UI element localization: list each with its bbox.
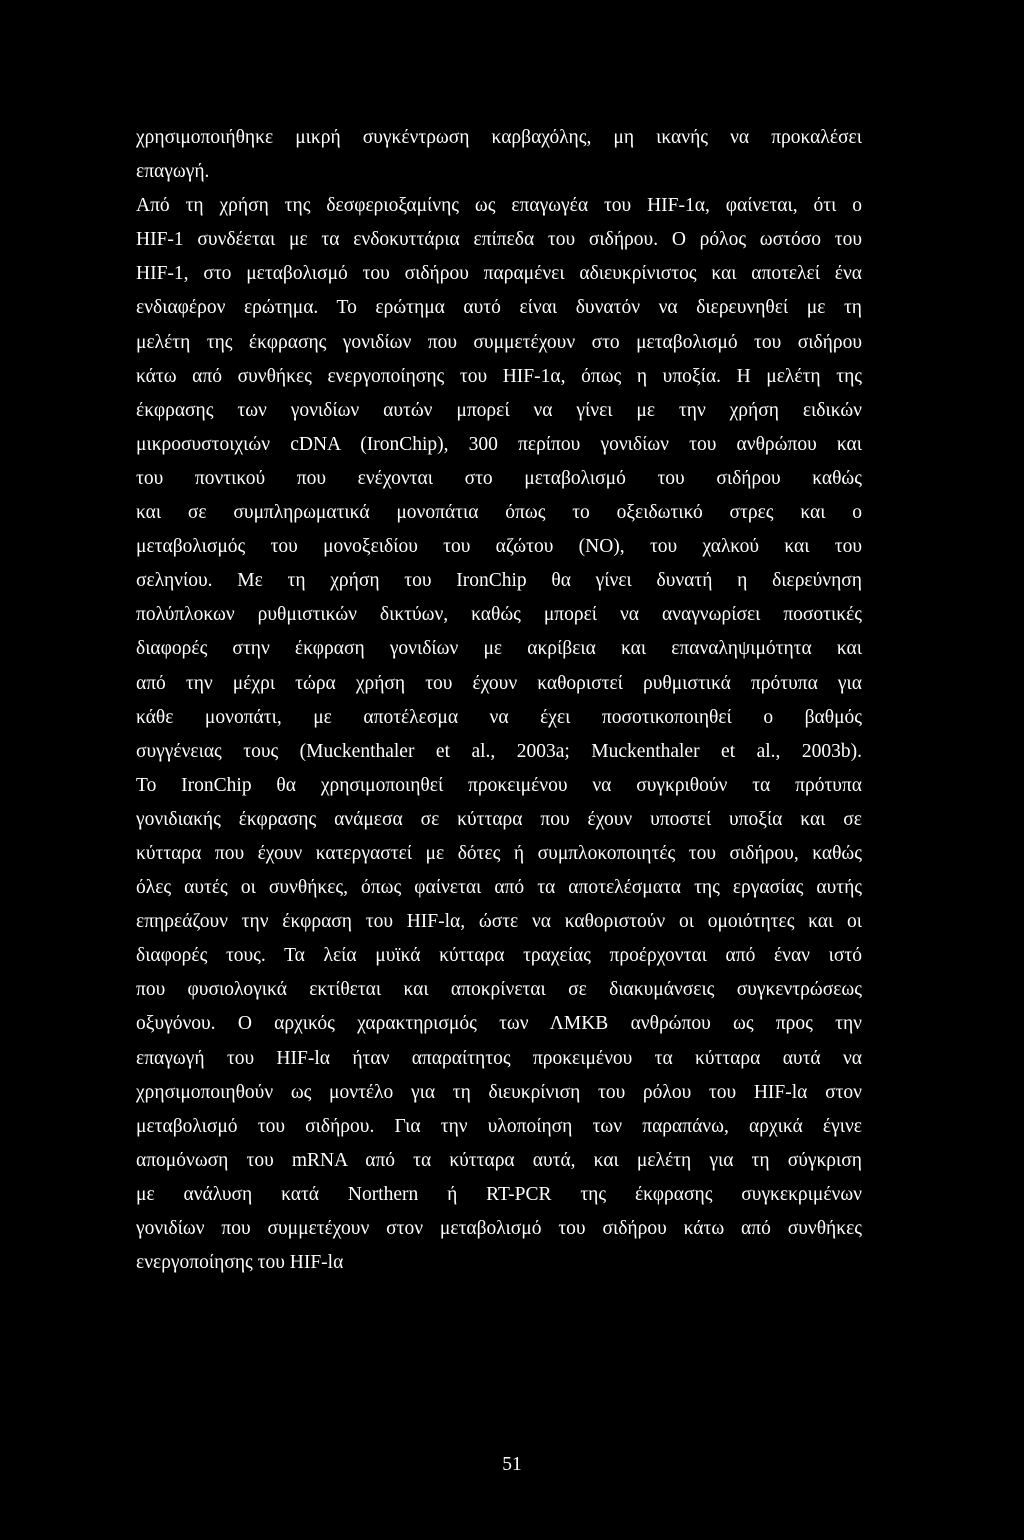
text-line: όλες αυτές οι συνθήκες, όπως φαίνεται από τα αποτελέσματα της εργασίας αυτής: [136, 877, 862, 899]
text-line: που φυσιολογικά εκτίθεται και αποκρίνεται σε διακυμάνσεις συγκεντρώσεως: [136, 979, 862, 1001]
text-line: χρησιμοποιήθηκε μικρή συγκέντρωση καρβαχόλης, μη ικανής να προκαλέσει: [136, 127, 862, 148]
text-line: μελέτη της έκφρασης γονιδίων που συμμετέχουν στο μεταβολισμό του σιδήρου: [136, 331, 862, 353]
text-line: μικροσυστοιχιών cDNA (IronChip), 300 περίπου γονιδίων του ανθρώπου και: [136, 433, 862, 455]
text-line: σεληνίου. Με τη χρήση του IronChip θα γίνει δυνατή η διερεύνηση: [136, 570, 862, 592]
text-line: απομόνωση του mRNA από τα κύτταρα αυτά, και μελέτη για τη σύγκριση: [136, 1149, 862, 1171]
text-line: διαφορές τους. Τα λεία μυϊκά κύτταρα τραχείας προέρχονται από έναν ιστό: [136, 945, 862, 967]
text-line: επηρεάζουν την έκφραση του HIF-lα, ώστε να καθοριστούν οι ομοιότητες και οι: [136, 911, 862, 933]
text-line: επαγωγή του HIF-lα ήταν απαραίτητος προκειμένου τα κύτταρα αυτά να: [136, 1047, 862, 1069]
text-line: κύτταρα που έχουν κατεργαστεί με δότες ή συμπλοκοποιητές του σιδήρου, καθώς: [136, 842, 862, 864]
text-line: με ανάλυση κατά Northern ή RT-PCR της έκφρασης συγκεκριμένων: [136, 1183, 862, 1205]
body-text: [136, 121, 862, 1280]
text-line: του ποντικού που ενέχονται στο μεταβολισμό του σιδήρου καθώς: [136, 467, 862, 489]
text-line: κάθε μονοπάτι, με αποτέλεσμα να έχει ποσοτικοποιηθεί ο βαθμός: [136, 706, 862, 728]
text-line: μεταβολισμό του σιδήρου. Για την υλοποίηση των παραπάνω, αρχικά έγινε: [136, 1115, 862, 1137]
text-line: μεταβολισμός του μονοξειδίου του αζώτου (NO), του χαλκού και του: [136, 536, 862, 558]
text-line: έκφρασης των γονιδίων αυτών μπορεί να γίνει με την χρήση ειδικών: [136, 399, 862, 421]
text-line: επαγωγή.: [136, 161, 210, 183]
text-line: χρησιμοποιηθούν ως μοντέλο για τη διευκρίνιση του ρόλου του HIF-lα στον: [136, 1081, 862, 1103]
text-line: κάτω από συνθήκες ενεργοποίησης του HIF-1α, όπως η υποξία. Η μελέτη της: [136, 365, 862, 387]
text-line: και σε συμπληρωματικά μονοπάτια όπως το οξειδωτικό στρες και ο: [136, 502, 862, 524]
text-line: διαφορές στην έκφραση γονιδίων με ακρίβεια και επαναληψιμότητα και: [136, 638, 862, 660]
text-line: από την μέχρι τώρα χρήση του έχουν καθοριστεί ρυθμιστικά πρότυπα για: [136, 672, 862, 694]
text-line: γονιδίων που συμμετέχουν στον μεταβολισμό του σιδήρου κάτω από συνθήκες: [136, 1218, 862, 1239]
text-line: HIF-1, στο μεταβολισμό του σιδήρου παραμένει αδιευκρίνιστος και αποτελεί ένα: [136, 263, 862, 285]
page-number: 51: [502, 1454, 522, 1475]
text-line: Από τη χρήση της δεσφεριοξαμίνης ως επαγωγέα του HIF-1α, φαίνεται, ότι ο: [136, 195, 862, 217]
text-line: γονιδιακής έκφρασης ανάμεσα σε κύτταρα που έχουν υποστεί υποξία και σε: [136, 808, 862, 830]
text-line: συγγένειας τους (Muckenthaler et al., 2003a; Muckenthaler et al., 2003b).: [136, 740, 862, 762]
text-line: ενδιαφέρον ερώτημα. Το ερώτημα αυτό είναι δυνατόν να διερευνηθεί με τη: [136, 297, 862, 319]
text-line: HIF-1 συνδέεται με τα ενδοκυττάρια επίπεδα του σιδήρου. Ο ρόλος ωστόσο του: [136, 229, 862, 251]
text-line: Το IronChip θα χρησιμοποιηθεί προκειμένου να συγκριθούν τα πρότυπα: [136, 774, 862, 796]
text-line: ενεργοποίησης του HIF-lα: [136, 1252, 344, 1274]
text-line: πολύπλοκων ρυθμιστικών δικτύων, καθώς μπορεί να αναγνωρίσει ποσοτικές: [136, 604, 862, 626]
text-line: οξυγόνου. Ο αρχικός χαρακτηρισμός των ΛΜΚΒ ανθρώπου ως προς την: [136, 1013, 862, 1035]
